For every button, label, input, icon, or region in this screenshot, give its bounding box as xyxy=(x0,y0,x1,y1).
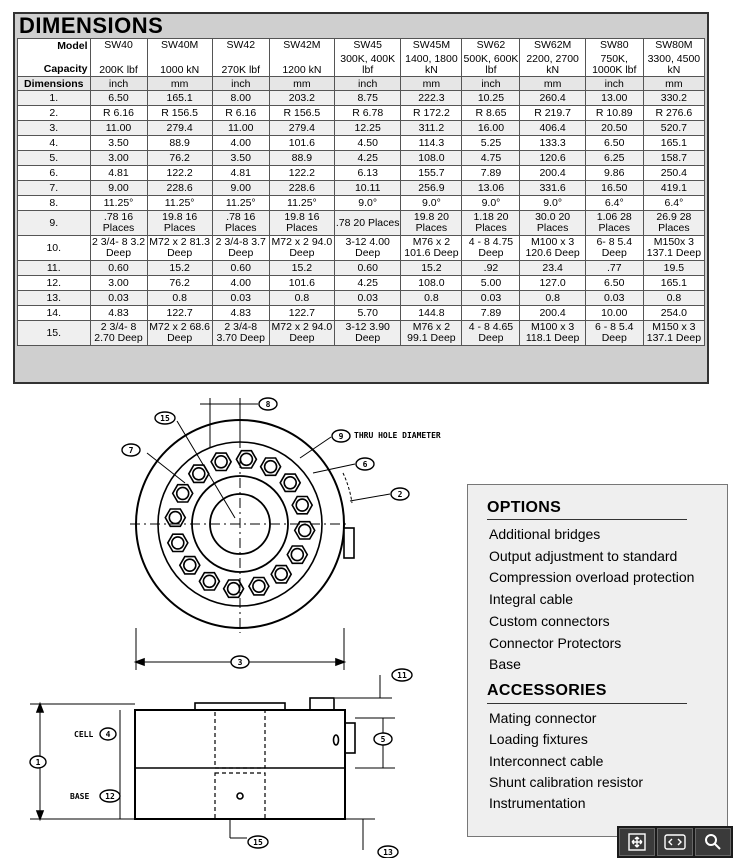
options-heading: OPTIONS xyxy=(487,499,562,516)
callout-2 xyxy=(391,488,409,500)
row-value: 260.4 xyxy=(520,91,585,106)
row-value: 101.6 xyxy=(269,136,334,151)
row-value: 6- 8 5.4 Deep xyxy=(585,236,643,261)
row-value: .92 xyxy=(462,261,520,276)
model-name: SW42 xyxy=(226,39,256,51)
accessories-heading: ACCESSORIES xyxy=(487,682,607,699)
row-value: 419.1 xyxy=(643,181,704,196)
model-capacity: 2200, 2700 kN xyxy=(526,53,579,76)
dimensions-title: DIMENSIONS xyxy=(19,13,164,38)
bolt-hole-bore xyxy=(284,477,296,489)
bolt-hole-bore xyxy=(291,549,303,561)
dimensions-panel xyxy=(13,12,709,384)
option-item: Integral cable xyxy=(489,591,574,608)
row-value: 11.25° xyxy=(212,196,269,211)
row-value: 6.50 xyxy=(585,276,643,291)
row-value: 6.50 xyxy=(585,136,643,151)
callout-8 xyxy=(259,398,277,410)
capacity-label: Capacity xyxy=(43,63,88,75)
row-value: 6.25 xyxy=(585,151,643,166)
row-value: 250.4 xyxy=(643,166,704,181)
model-capacity: 1200 kN xyxy=(282,63,322,76)
unit-cell: inch xyxy=(585,77,643,91)
bolt-hole-bore xyxy=(184,559,196,571)
base-label: BASE xyxy=(70,792,90,801)
row-value: R 156.5 xyxy=(147,106,212,121)
model-name: SW80 xyxy=(599,39,629,51)
row-value: R 6.16 xyxy=(212,106,269,121)
row-label: 1. xyxy=(18,91,91,106)
row-label: 7. xyxy=(18,181,91,196)
model-name: SW62M xyxy=(533,39,572,51)
thru-hole-label: THRU HOLE DIAMETER xyxy=(354,431,441,440)
row-value: 6.4° xyxy=(643,196,704,211)
callout-6 xyxy=(356,458,374,470)
row-value: 7.89 xyxy=(462,166,520,181)
row-value: 228.6 xyxy=(269,181,334,196)
row-value: 3-12 4.00 Deep xyxy=(335,236,401,261)
row-value: 6.4° xyxy=(585,196,643,211)
bolt-hole-bore xyxy=(275,568,287,580)
callout-4 xyxy=(100,728,116,740)
row-label: 12. xyxy=(18,276,91,291)
row-value: 5.70 xyxy=(335,306,401,321)
model-name: SW42M xyxy=(283,39,321,51)
row-value: 279.4 xyxy=(147,121,212,136)
bolt-hole-bore xyxy=(169,512,181,524)
bolt-hole-bore xyxy=(265,461,277,473)
row-label: 11. xyxy=(18,261,91,276)
row-value: 6 - 8 5.4 Deep xyxy=(585,321,643,346)
row-value: 2 3/4- 8 2.70 Deep xyxy=(90,321,147,346)
row-value: M76 x 2 99.1 Deep xyxy=(401,321,462,346)
accessory-item: Shunt calibration resistor xyxy=(489,773,644,790)
row-value: R 156.5 xyxy=(269,106,334,121)
row-value: .77 xyxy=(585,261,643,276)
model-header-cell xyxy=(643,39,704,77)
row-label: 15. xyxy=(18,321,91,346)
row-value: 4.25 xyxy=(335,276,401,291)
unit-cell: inch xyxy=(212,77,269,91)
option-item: Custom connectors xyxy=(489,612,610,629)
row-value: 9.0° xyxy=(401,196,462,211)
model-capacity: 1000 kN xyxy=(160,63,200,76)
row-value: 3-12 3.90 Deep xyxy=(335,321,401,346)
row-value: 4.25 xyxy=(335,151,401,166)
svg-text:1: 1 xyxy=(35,758,41,767)
row-value: 0.8 xyxy=(269,291,334,306)
row-value: 19.5 xyxy=(643,261,704,276)
model-name: SW62 xyxy=(476,39,506,51)
row-value: 15.2 xyxy=(401,261,462,276)
accessory-item: Interconnect cable xyxy=(489,752,604,769)
model-header-cell xyxy=(585,39,643,77)
dimension-row xyxy=(18,236,705,261)
row-value: 279.4 xyxy=(269,121,334,136)
row-value: 127.0 xyxy=(520,276,585,291)
callout-13 xyxy=(378,846,398,858)
model-header-cell xyxy=(90,39,147,77)
row-value: 10.25 xyxy=(462,91,520,106)
row-value: 4.50 xyxy=(335,136,401,151)
row-value: M72 x 2 94.0 Deep xyxy=(269,236,334,261)
row-value: 16.50 xyxy=(585,181,643,196)
row-value: 11.00 xyxy=(90,121,147,136)
row-value: 15.2 xyxy=(269,261,334,276)
row-value: 3.50 xyxy=(212,151,269,166)
row-value: 0.03 xyxy=(90,291,147,306)
model-name: SW45M xyxy=(412,39,451,51)
row-value: 15.2 xyxy=(147,261,212,276)
row-value: 0.60 xyxy=(212,261,269,276)
row-value: R 6.16 xyxy=(90,106,147,121)
svg-text:11: 11 xyxy=(397,671,407,680)
model-capacity: 750K, 1000K lbf xyxy=(592,53,637,76)
dimensions-table xyxy=(17,38,705,346)
option-item: Additional bridges xyxy=(489,526,601,542)
model-name: SW40M xyxy=(160,39,199,51)
row-label: 5. xyxy=(18,151,91,166)
row-value: M150 x 3 137.1 Deep xyxy=(643,321,704,346)
options-divider xyxy=(487,519,687,520)
unit-cell: mm xyxy=(147,77,212,91)
row-value: R 172.2 xyxy=(401,106,462,121)
row-value: R 219.7 xyxy=(520,106,585,121)
unit-cell: mm xyxy=(520,77,585,91)
row-value: M100 x 3 120.6 Deep xyxy=(520,236,585,261)
row-value: 9.0° xyxy=(520,196,585,211)
row-value: 0.8 xyxy=(520,291,585,306)
bolt-hole-bore xyxy=(253,580,265,592)
top-view xyxy=(130,398,390,670)
callout-1 xyxy=(30,756,46,768)
cell-label: CELL xyxy=(74,730,94,739)
row-value: 2 3/4-8 3.7 Deep xyxy=(212,236,269,261)
row-value: 520.7 xyxy=(643,121,704,136)
row-value: 330.2 xyxy=(643,91,704,106)
row-value: 0.03 xyxy=(335,291,401,306)
model-header-cell xyxy=(269,39,334,77)
row-value: M72 x 2 94.0 Deep xyxy=(269,321,334,346)
row-value: 4 - 8 4.75 Deep xyxy=(462,236,520,261)
option-item: Compression overload protection xyxy=(489,569,695,586)
model-name: SW80M xyxy=(655,39,693,51)
bolt-hole-bore xyxy=(177,487,189,499)
dimension-row xyxy=(18,276,705,291)
row-value: 19.8 20 Places xyxy=(401,211,462,236)
row-value: M72 x 2 81.3 Deep xyxy=(147,236,212,261)
dimension-row xyxy=(18,291,705,306)
row-value: 6.50 xyxy=(90,91,147,106)
model-capacity: 270K lbf xyxy=(221,63,261,76)
row-value: 12.25 xyxy=(335,121,401,136)
callout-5 xyxy=(374,733,392,745)
row-value: 122.2 xyxy=(147,166,212,181)
accessory-item: Mating connector xyxy=(489,710,597,726)
dimension-row xyxy=(18,166,705,181)
dimension-row xyxy=(18,91,705,106)
row-value: 9.86 xyxy=(585,166,643,181)
bolt-hole-bore xyxy=(193,468,205,480)
model-capacity: 3300, 4500 kN xyxy=(647,53,701,76)
callout-3 xyxy=(231,656,249,668)
dimension-row xyxy=(18,306,705,321)
row-value: 4.81 xyxy=(212,166,269,181)
svg-text:2: 2 xyxy=(397,490,403,499)
row-value: 11.25° xyxy=(147,196,212,211)
model-capacity: 1400, 1800 kN xyxy=(405,53,458,76)
model-capacity: 200K lbf xyxy=(99,63,138,76)
callout-11 xyxy=(392,669,412,681)
row-value: M100 x 3 118.1 Deep xyxy=(520,321,585,346)
row-value: 0.8 xyxy=(401,291,462,306)
row-value: 19.8 16 Places xyxy=(269,211,334,236)
callout-12 xyxy=(100,790,120,802)
row-value: 9.0° xyxy=(462,196,520,211)
row-value: 165.1 xyxy=(147,91,212,106)
viewer-toolbar xyxy=(617,826,733,858)
callout-7 xyxy=(122,444,140,456)
row-value: 2 3/4-8 3.70 Deep xyxy=(212,321,269,346)
row-value: 19.8 16 Places xyxy=(147,211,212,236)
row-label: 13. xyxy=(18,291,91,306)
dimensions-label: Dimensions xyxy=(18,77,91,91)
row-value: 144.8 xyxy=(401,306,462,321)
row-value: 165.1 xyxy=(643,276,704,291)
unit-cell: inch xyxy=(335,77,401,91)
model-name: SW40 xyxy=(104,39,133,51)
model-header-cell xyxy=(462,39,520,77)
bolt-hole-bore xyxy=(228,583,240,595)
row-value: 3.00 xyxy=(90,151,147,166)
row-value: 5.00 xyxy=(462,276,520,291)
unit-cell: mm xyxy=(401,77,462,91)
row-value: 8.00 xyxy=(212,91,269,106)
row-value: 122.7 xyxy=(269,306,334,321)
model-header-cell xyxy=(212,39,269,77)
row-value: 256.9 xyxy=(401,181,462,196)
row-value: 4.00 xyxy=(212,276,269,291)
row-value: R 6.78 xyxy=(335,106,401,121)
row-value: .78 20 Places xyxy=(335,211,401,236)
row-value: 11.25° xyxy=(269,196,334,211)
row-value: 10.11 xyxy=(335,181,401,196)
row-value: 0.60 xyxy=(335,261,401,276)
bolt-hole-bore xyxy=(203,575,215,587)
row-value: 4 - 8 4.65 Deep xyxy=(462,321,520,346)
row-value: M72 x 2 68.6 Deep xyxy=(147,321,212,346)
dimension-row xyxy=(18,106,705,121)
row-value: 76.2 xyxy=(147,276,212,291)
row-value: M150x 3 137.1 Deep xyxy=(643,236,704,261)
row-label: 9. xyxy=(18,211,91,236)
row-value: 1.18 20 Places xyxy=(462,211,520,236)
unit-cell: inch xyxy=(90,77,147,91)
row-value: 4.83 xyxy=(90,306,147,321)
model-capacity: 300K, 400K lbf xyxy=(340,53,396,76)
row-value: 0.60 xyxy=(90,261,147,276)
model-label: Model xyxy=(57,40,88,52)
dimension-row xyxy=(18,136,705,151)
row-value: 200.4 xyxy=(520,166,585,181)
svg-text:4: 4 xyxy=(105,730,111,739)
row-value: 155.7 xyxy=(401,166,462,181)
accessories-divider xyxy=(487,703,687,704)
row-value: 23.4 xyxy=(520,261,585,276)
row-value: 9.00 xyxy=(212,181,269,196)
row-value: 331.6 xyxy=(520,181,585,196)
row-value: 200.4 xyxy=(520,306,585,321)
row-value: 122.2 xyxy=(269,166,334,181)
row-value: M76 x 2 101.6 Deep xyxy=(401,236,462,261)
row-value: 3.00 xyxy=(90,276,147,291)
row-value: R 10.89 xyxy=(585,106,643,121)
bolt-hole-bore xyxy=(240,453,252,465)
row-value: 16.00 xyxy=(462,121,520,136)
row-value: R 8.65 xyxy=(462,106,520,121)
svg-text:7: 7 xyxy=(128,446,134,455)
model-name: SW45 xyxy=(353,39,382,51)
row-value: 108.0 xyxy=(401,276,462,291)
row-value: 30.0 20 Places xyxy=(520,211,585,236)
row-value: 9.0° xyxy=(335,196,401,211)
row-value: 203.2 xyxy=(269,91,334,106)
model-capacity: 500K, 600K lbf xyxy=(463,53,519,76)
option-item: Output adjustment to standard xyxy=(489,547,678,564)
svg-text:15: 15 xyxy=(160,414,170,423)
callout-9 xyxy=(332,430,350,442)
bolt-hole-bore xyxy=(296,499,308,511)
row-value: .78 16 Places xyxy=(212,211,269,236)
row-value: 165.1 xyxy=(643,136,704,151)
dimension-row xyxy=(18,151,705,166)
row-value: 311.2 xyxy=(401,121,462,136)
bolt-hole-bore xyxy=(299,524,311,536)
model-header-cell xyxy=(147,39,212,77)
row-value: 88.9 xyxy=(269,151,334,166)
callout-10 xyxy=(155,412,175,424)
row-value: 1.06 28 Places xyxy=(585,211,643,236)
bolt-hole-bore xyxy=(172,537,184,549)
row-value: 0.8 xyxy=(147,291,212,306)
row-value: 88.9 xyxy=(147,136,212,151)
row-value: 8.75 xyxy=(335,91,401,106)
row-value: 101.6 xyxy=(269,276,334,291)
row-value: 0.03 xyxy=(212,291,269,306)
svg-text:6: 6 xyxy=(362,460,368,469)
option-item: Base xyxy=(489,656,521,673)
options-accessories-panel xyxy=(467,484,728,837)
row-value: 0.03 xyxy=(462,291,520,306)
row-value: 13.00 xyxy=(585,91,643,106)
row-value: 4.81 xyxy=(90,166,147,181)
row-value: 11.25° xyxy=(90,196,147,211)
row-value: 5.25 xyxy=(462,136,520,151)
row-label: 2. xyxy=(18,106,91,121)
side-view xyxy=(30,675,395,850)
row-value: 13.06 xyxy=(462,181,520,196)
bolt-hole-bore xyxy=(215,456,227,468)
row-value: 406.4 xyxy=(520,121,585,136)
row-value: R 276.6 xyxy=(643,106,704,121)
svg-text:12: 12 xyxy=(105,792,115,801)
row-value: 120.6 xyxy=(520,151,585,166)
row-label: 14. xyxy=(18,306,91,321)
row-value: 2 3/4- 8 3.2 Deep xyxy=(91,236,146,259)
row-value: 4.75 xyxy=(462,151,520,166)
unit-cell: mm xyxy=(269,77,334,91)
row-value: 0.03 xyxy=(585,291,643,306)
row-value: 158.7 xyxy=(643,151,704,166)
row-value: 6.13 xyxy=(335,166,401,181)
row-label: 4. xyxy=(18,136,91,151)
row-value: .78 16 Places xyxy=(90,211,147,236)
row-value: 4.83 xyxy=(212,306,269,321)
svg-text:13: 13 xyxy=(383,848,393,857)
callout-15 xyxy=(248,836,268,848)
row-label: 6. xyxy=(18,166,91,181)
row-value: 4.00 xyxy=(212,136,269,151)
prev-next-icon[interactable] xyxy=(657,828,693,856)
row-value: 254.0 xyxy=(643,306,704,321)
dimension-row xyxy=(18,211,705,236)
dimension-row xyxy=(18,181,705,196)
row-value: 20.50 xyxy=(585,121,643,136)
unit-cell: inch xyxy=(462,77,520,91)
row-value: 0.8 xyxy=(643,291,704,306)
row-value: 3.50 xyxy=(90,136,147,151)
row-value: 228.6 xyxy=(147,181,212,196)
dimension-row xyxy=(18,261,705,276)
row-value: 11.00 xyxy=(212,121,269,136)
accessory-item: Instrumentation xyxy=(489,795,586,812)
row-value: 9.00 xyxy=(90,181,147,196)
model-header-cell xyxy=(520,39,585,77)
dimension-row xyxy=(18,196,705,211)
fullscreen-icon[interactable] xyxy=(619,828,655,856)
row-value: 222.3 xyxy=(401,91,462,106)
svg-text:15: 15 xyxy=(253,838,263,847)
zoom-icon[interactable] xyxy=(695,828,731,856)
dimension-row xyxy=(18,321,705,346)
svg-text:8: 8 xyxy=(265,400,271,409)
row-label: 3. xyxy=(18,121,91,136)
model-capacity-label xyxy=(18,39,91,77)
accessory-item: Loading fixtures xyxy=(489,731,588,748)
row-label: 10. xyxy=(18,236,91,261)
row-value: 133.3 xyxy=(520,136,585,151)
row-value: 7.89 xyxy=(462,306,520,321)
svg-text:3: 3 xyxy=(237,658,243,667)
model-header-cell xyxy=(335,39,401,77)
row-value: 108.0 xyxy=(401,151,462,166)
unit-cell: mm xyxy=(643,77,704,91)
svg-text:9: 9 xyxy=(338,432,344,441)
row-value: 114.3 xyxy=(401,136,462,151)
row-value: 76.2 xyxy=(147,151,212,166)
row-value: 122.7 xyxy=(147,306,212,321)
dimension-row xyxy=(18,121,705,136)
row-label: 8. xyxy=(18,196,91,211)
svg-text:5: 5 xyxy=(380,735,386,744)
load-cell-drawing xyxy=(0,388,470,858)
option-item: Connector Protectors xyxy=(489,634,622,651)
row-value: 26.9 28 Places xyxy=(643,211,704,236)
model-header-cell xyxy=(401,39,462,77)
row-value: 10.00 xyxy=(585,306,643,321)
